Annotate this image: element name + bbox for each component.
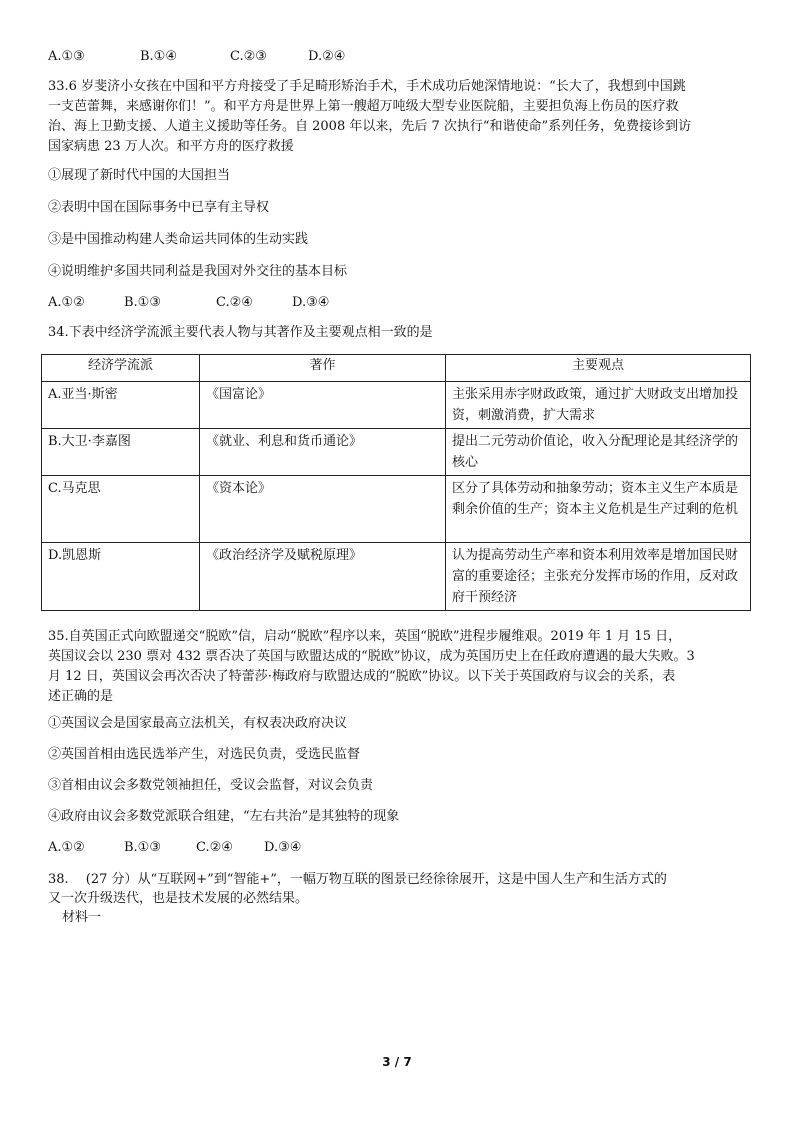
q35-item-2: ②英国首相由选民选举产生，对选民负责，受选民监督 (48, 747, 361, 762)
q35-stem-line: 月 12 日，英国议会再次否决了特蕾莎·梅政府与欧盟达成的“脱欧”协议。以下关于英国政府与议会的关系，表 (48, 669, 676, 684)
column-header-work: 著作 (200, 355, 446, 382)
table-cell-work: 《就业、利息和货币通论》 (200, 429, 446, 476)
q33-stem-line: 国家病患 23 万人次。和平方舟的医疗救援 (48, 139, 294, 154)
table-cell-work: 《资本论》 (200, 476, 446, 543)
q35-stem-line: 35.自英国正式向欧盟递交“脱欧”信，启动“脱欧”程序以来，英国“脱欧”进程步履维艰。2019 年 1 月 15 日， (48, 629, 682, 644)
table-cell-school: B.大卫·李嘉图 (42, 429, 200, 476)
q32-option-b: B.①④ (140, 49, 177, 64)
q33-stem-line: 一支芭蕾舞，来感谢你们！”。和平方舟是世界上第一艘超万吨级大型专业医院船，主要担负海上伤员的医疗救 (48, 99, 679, 114)
q33-item-3: ③是中国推动构建人类命运共同体的生动实践 (48, 232, 309, 247)
q35-stem-line: 述正确的是 (48, 689, 114, 704)
q35-item-1: ①英国议会是国家最高立法机关，有权表决政府决议 (48, 716, 348, 731)
q33-option-d: D.③④ (292, 295, 330, 310)
table-cell-viewpoint: 认为提高劳动生产率和资本利用效率是增加国民财富的重要途径；主张充分发挥市场的作用，反对政府干预经济 (446, 543, 751, 611)
q33-stem-line: 治、海上卫勤支援、人道主义援助等任务。自 2008 年以来，先后 7 次执行“和谐使命”系列任务，免费接诊到访 (48, 119, 692, 134)
q35-item-4: ④政府由议会多数党派联合组建，“左右共治”是其独特的现象 (48, 809, 400, 824)
q35-option-a: A.①② (48, 840, 85, 855)
table-cell-work: 《政治经济学及赋税原理》 (200, 543, 446, 611)
table-row (42, 476, 751, 543)
table-cell-viewpoint: 提出二元劳动价值论，收入分配理论是其经济学的核心 (446, 429, 751, 476)
table-cell-school: C.马克思 (42, 476, 200, 543)
table-row (42, 543, 751, 611)
q35-item-3: ③首相由议会多数党领袖担任，受议会监督，对议会负责 (48, 778, 374, 793)
q33-option-a: A.①② (48, 295, 85, 310)
table-row (42, 429, 751, 476)
q32-option-a: A.①③ (48, 49, 85, 64)
q33-item-2: ②表明中国在国际事务中已享有主导权 (48, 200, 270, 215)
column-header-viewpoint: 主要观点 (446, 355, 751, 382)
q34-stem: 34.下表中经济学流派主要代表人物与其著作及主要观点相一致的是 (48, 325, 433, 340)
table-header-row (42, 355, 751, 382)
q33-item-1: ①展现了新时代中国的大国担当 (48, 168, 231, 183)
q35-stem-line: 英国议会以 230 票对 432 票否决了英国与欧盟达成的“脱欧”协议，成为英国历史上在任政府遭遇的最大失败。3 (48, 649, 695, 664)
q33-stem-line: 33.6 岁斐济小女孩在中国和平方舟接受了手足畸形矫治手术，手术成功后她深情地说：“长大了，我想到中国跳 (48, 79, 686, 94)
table-cell-viewpoint: 主张采用赤字财政政策，通过扩大财政支出增加投资，刺激消费，扩大需求 (446, 382, 751, 429)
table-cell-viewpoint: 区分了具体劳动和抽象劳动；资本主义生产本质是剩余价值的生产；资本主义危机是生产过剩的危机 (446, 476, 751, 543)
column-header-school: 经济学流派 (42, 355, 200, 382)
q34-table (41, 354, 751, 611)
q33-option-c: C.②④ (216, 295, 253, 310)
q32-option-c: C.②③ (230, 49, 267, 64)
q33-item-4: ④说明维护多国共同利益是我国对外交往的基本目标 (48, 264, 348, 279)
q33-option-b: B.①③ (124, 295, 161, 310)
table-cell-school: D.凯恩斯 (42, 543, 200, 611)
table-row (42, 382, 751, 429)
q35-option-b: B.①③ (124, 840, 161, 855)
table-cell-school: A.亚当·斯密 (42, 382, 200, 429)
q38-stem-line: 38. (27 分）从“互联网+”到“智能+”，一幅万物互联的图景已经徐徐展开，这是中国人生产和生活方式的 (48, 872, 667, 887)
q38-material-label: 材料一 (62, 910, 102, 925)
q32-option-d: D.②④ (308, 49, 346, 64)
q35-option-d: D.③④ (264, 840, 302, 855)
q35-option-c: C.②④ (196, 840, 233, 855)
table-cell-work: 《国富论》 (200, 382, 446, 429)
page-number: 3 / 7 (382, 1055, 412, 1069)
q38-stem-line: 又一次升级迭代，也是技术发展的必然结果。 (48, 891, 309, 906)
